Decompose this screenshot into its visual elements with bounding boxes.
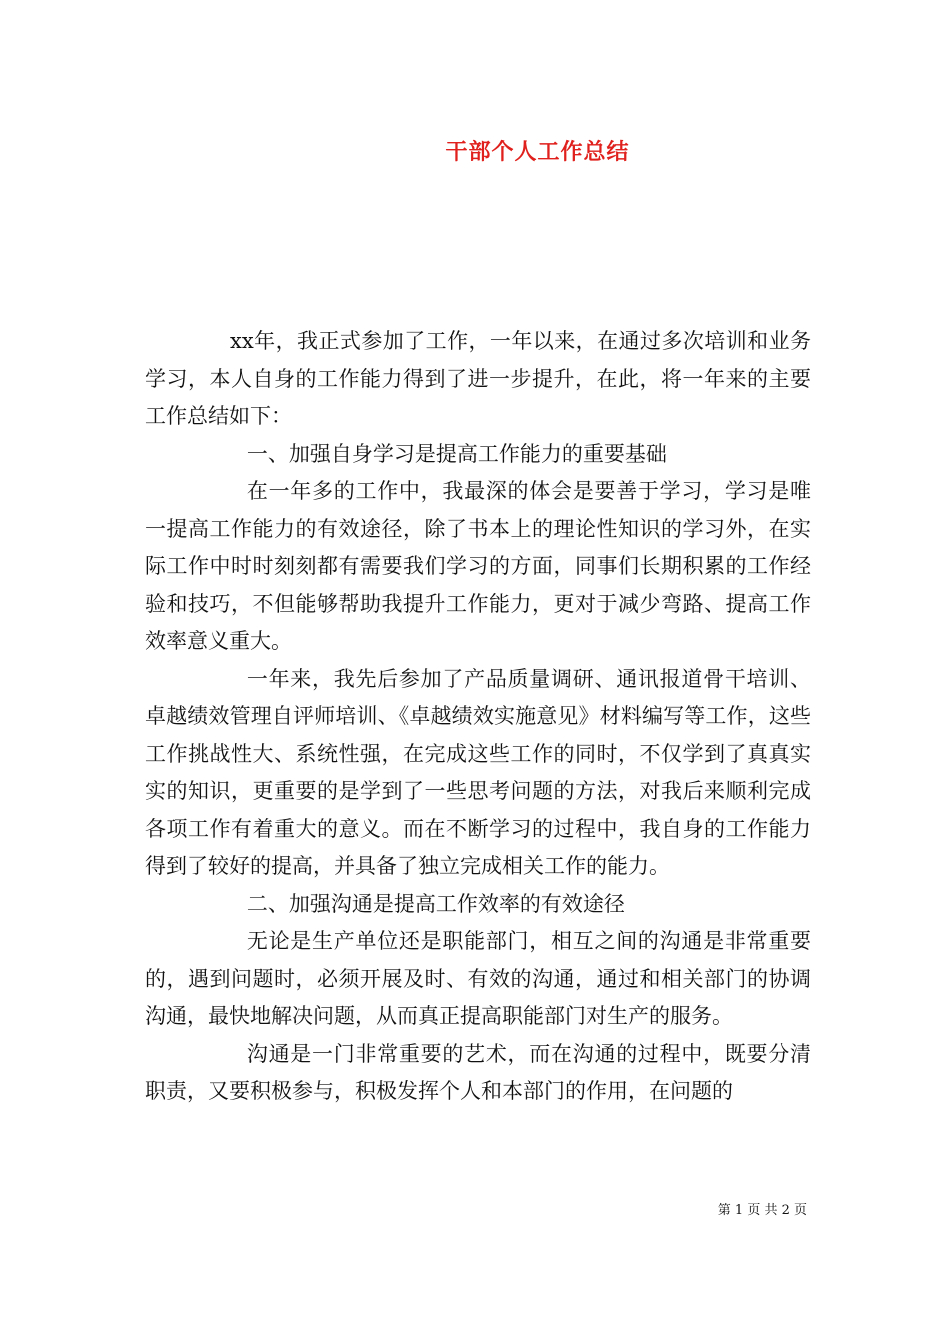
intro-paragraph: xx年，我正式参加了工作，一年以来，在通过多次培训和业务学习，本人自身的工作能力得到了进一步提升，在此，将一年来的主要工作总结如下： [145,329,811,428]
page-number: 第 1 页 共 2 页 [717,1203,807,1218]
document-title: 干部个人工作总结 [445,139,630,165]
body-paragraph: 在一年多的工作中，我最深的体会是要善于学习，学习是唯一提高工作能力的有效途径，除了书本上的理论性知识的学习外，在实际工作中时时刻刻都有需要我们学习的方面，同事们长期积累的工作经验和技巧，不但能够帮助我提升工作能力，更对于减少弯路、提高工作效率意义重大。 [145,479,811,653]
document-body [145,323,811,1111]
section-heading-2: 二、加强沟通是提高工作效率的有效途径 [246,891,625,916]
body-paragraph: 无论是生产单位还是职能部门，相互之间的沟通是非常重要的，遇到问题时，必须开展及时、有效的沟通，通过和相关部门的协调沟通，最快地解决问题，从而真正提高职能部门对生产的服务。 [145,929,811,1028]
body-paragraph: 一年来，我先后参加了产品质量调研、通讯报道骨干培训、卓越绩效管理自评师培训、《卓越绩效实施意见》材料编写等工作，这些工作挑战性大、系统性强，在完成这些工作的同时，不仅学到了真真实实的知识，更重要的是学到了一些思考问题的方法，对我后来顺利完成各项工作有着重大的意义。而在不断学习的过程中，我自身的工作能力得到了较好的提高，并具备了独立完成相关工作的能力。 [145,666,811,878]
body-paragraph: 沟通是一门非常重要的艺术，而在沟通的过程中，既要分清职责，又要积极参与，积极发挥个人和本部门的作用，在问题的 [145,1041,811,1103]
section-heading-1: 一、加强自身学习是提高工作能力的重要基础 [246,441,667,466]
